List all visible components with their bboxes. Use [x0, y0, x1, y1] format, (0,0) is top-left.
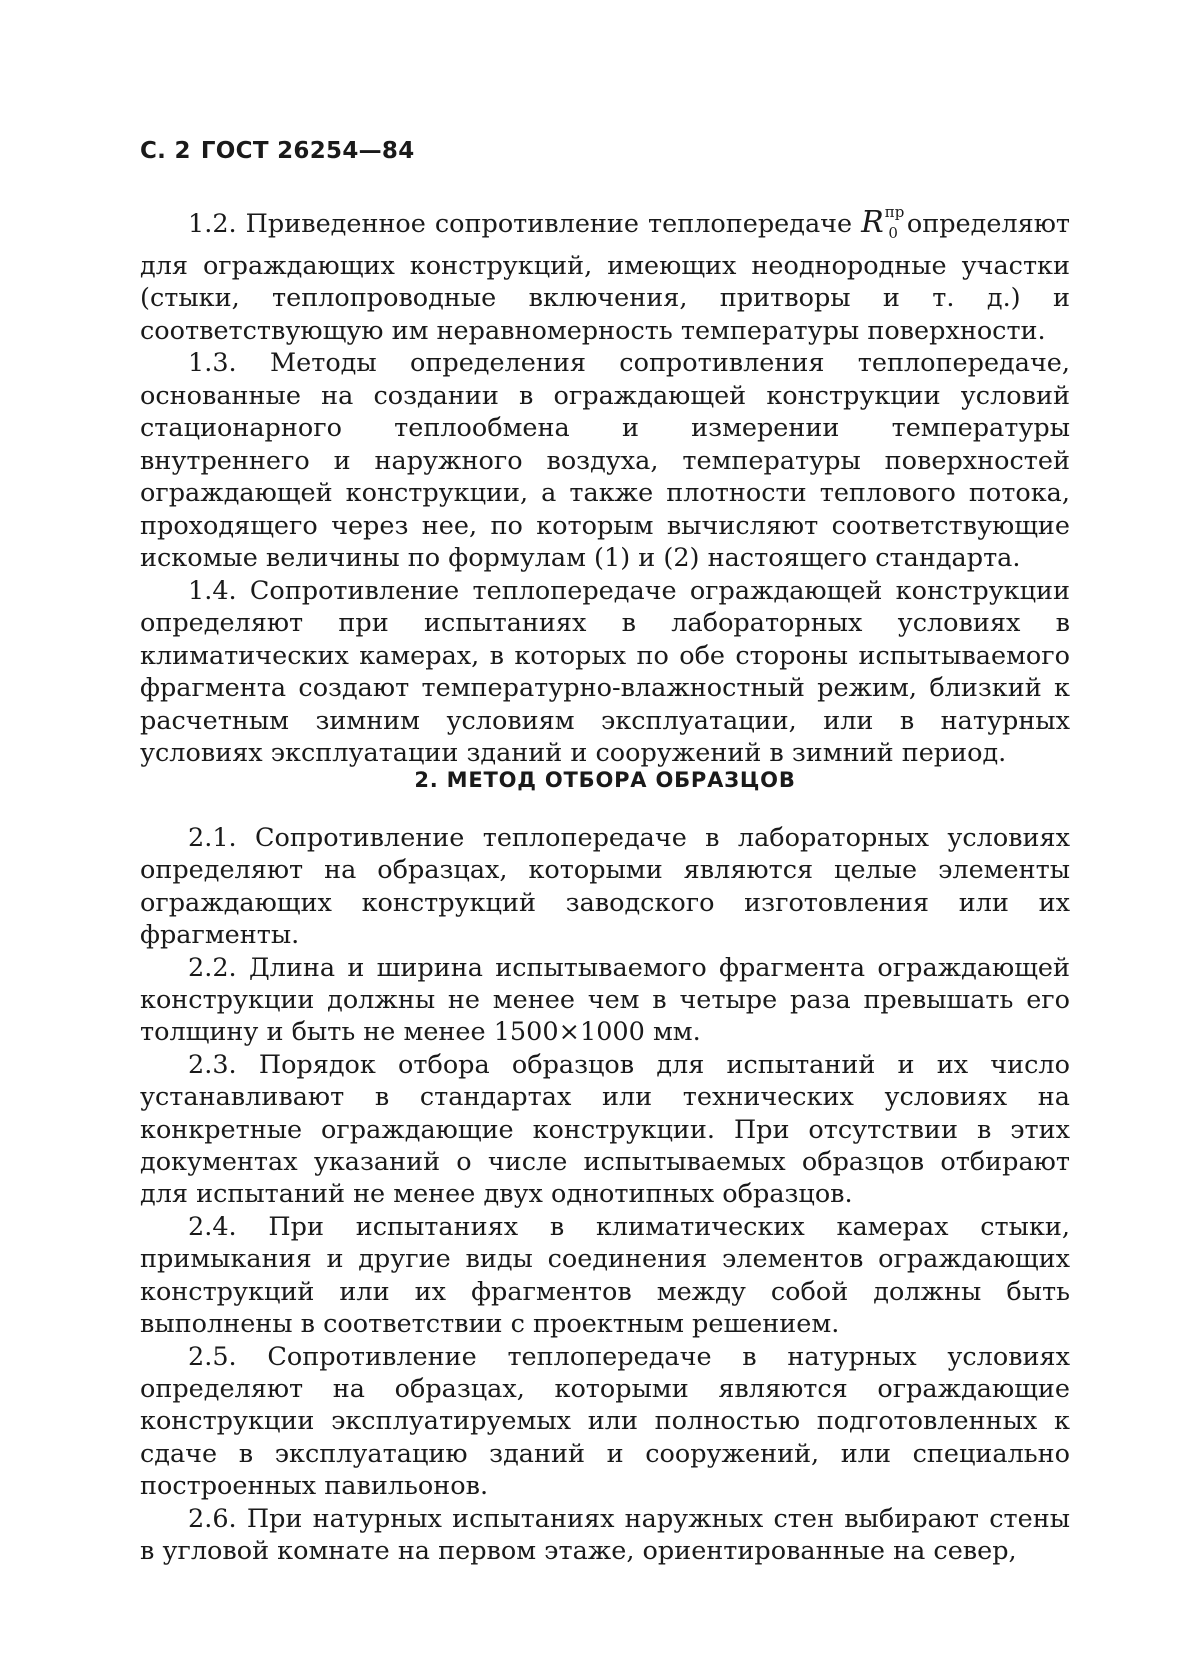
section-1-body: [140, 196, 1070, 770]
resistance-subscript: 0: [888, 224, 898, 242]
paragraph-2-5: 2.5. Сопротивление теплопередаче в натурных условиях определяют на образцах, которыми являются ограждающие конструкции эксплуатируемых или полностью подготовленных к сдаче в эксплуатацию зданий и сооружений, или специально построенных павильонов.: [140, 1341, 1070, 1502]
paragraph-2-2: 2.2. Длина и ширина испытываемого фрагмента ограждающей конструкции должны не менее чем в четыре раза превышать его толщину и быть не менее 1500×1000 мм.: [140, 952, 1070, 1048]
standard-designation: ГОСТ 26254—84: [200, 138, 415, 164]
paragraph-1-2-lead: 1.2. Приведенное сопротивление теплопередаче: [188, 209, 853, 239]
paragraph-2-1: 2.1. Сопротивление теплопередаче в лабораторных условиях определяют на образцах, которыми являются целые элементы ограждающих конструкций заводского изготовления или их фрагменты.: [140, 823, 1070, 951]
paragraph-2-4: 2.4. При испытаниях в климатических камерах стыки, примыкания и другие виды соединения элементов ограждающих конструкций или их фрагментов между собой должны быть выполнены в соответствии с проектным решением.: [140, 1211, 1070, 1340]
section-2-body: [140, 822, 1070, 1567]
page-header: [140, 138, 415, 164]
paragraph-1-4: 1.4. Сопротивление теплопередаче ограждающей конструкции определяют при испытаниях в лабораторных условиях в климатических камерах, в которых по обе стороны испытываемого фрагмента создают температурно-влажностный режим, близкий к расчетным зимним условиям эксплуатации, или в натурных условиях эксплуатации зданий и сооружений в зимний период.: [140, 575, 1070, 768]
resistance-superscript: пр: [884, 203, 905, 221]
paragraph-2-6: 2.6. При натурных испытаниях наружных стен выбирают стены в угловой комнате на первом этаже, ориентированные на север,: [140, 1503, 1070, 1566]
page-number-label: С. 2: [140, 138, 191, 164]
paragraph-1-2: [140, 196, 1070, 347]
paragraph-1-2-rest: определяют для ограждающих конструкций, имеющих неоднородные участки (стыки, теплопроводные включения, притворы и т. д.) и соответствующую им неравномерность температуры поверхности.: [140, 209, 1071, 346]
section-2-heading: 2. МЕТОД ОТБОРА ОБРАЗЦОВ: [414, 768, 796, 792]
paragraph-1-3: 1.3. Методы определения сопротивления теплопередаче, основанные на создании в ограждающей конструкции условий стационарного теплообмена и измерении температуры внутреннего и наружного воздуха, температуры поверхностей ограждающей конструкции, а также плотности теплового потока, проходящего через нее, по которым вычисляют соответствующие искомые величины по формулам (1) и (2) настоящего стандарта.: [140, 348, 1070, 573]
paragraph-2-3: 2.3. Порядок отбора образцов для испытаний и их число устанавливают в стандартах или технических условиях на конкретные ограждающие конструкции. При отсутствии в этих документах указаний о числе испытываемых образцов отбирают для испытаний не менее двух однотипных образцов.: [140, 1049, 1070, 1210]
resistance-symbol: R: [861, 205, 884, 240]
